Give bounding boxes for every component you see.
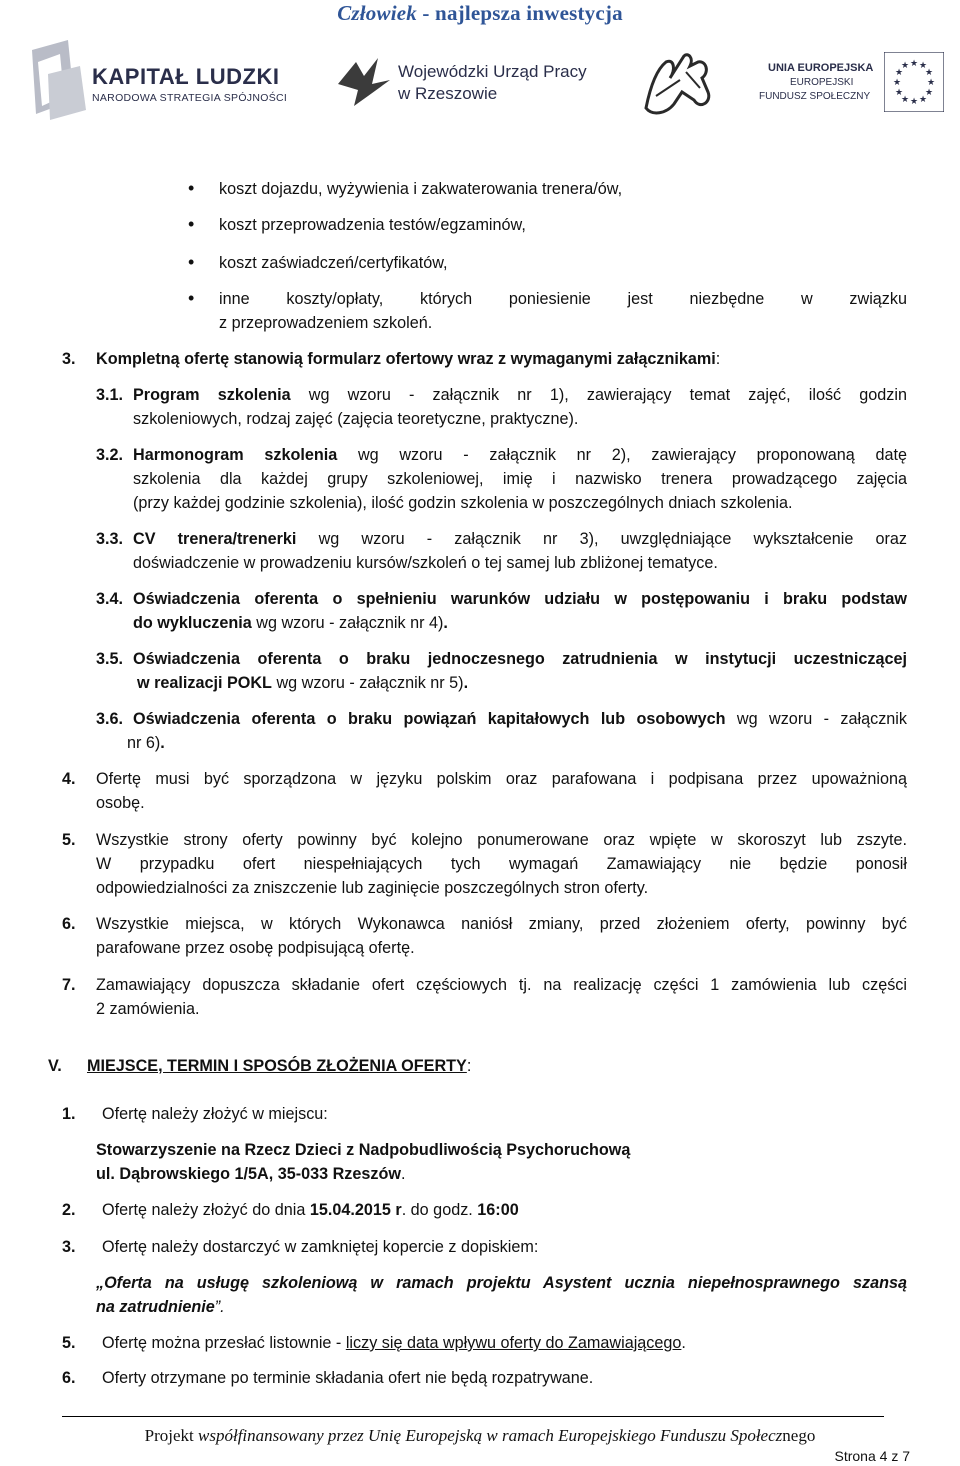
page-number: Strona 4 z 7 (834, 1448, 910, 1464)
address-street: ul. Dąbrowskiego 1/5A, 35-033 Rzeszów (96, 1165, 401, 1183)
section-heading-colon: : (715, 350, 721, 368)
page-header-title (0, 0, 960, 26)
bullet-item: koszt przeprowadzenia testów/egzaminów, (219, 216, 526, 234)
subsection-end: . (160, 734, 165, 752)
kapital-ludzki-subtitle: NARODOWA STRATEGIA SPÓJNOŚCI (92, 92, 288, 104)
subsection-line (127, 734, 165, 753)
point-number: 3. (62, 1238, 76, 1256)
point-line: Wszystkie strony oferty powinny być kolejno ponumerowane oraz wpięte w skoroszyt lub zszyte. (96, 831, 907, 849)
subsection-text: nr 6) (127, 734, 161, 752)
subsection-text: wg wzoru - załącznik nr 1), zawierający temat zajęć, ilość godzin (290, 386, 908, 404)
section-number: 3. (62, 350, 76, 368)
svg-text:★: ★ (924, 88, 934, 98)
bullet-dot: • (188, 178, 195, 198)
subsection-text: wg wzoru - załącznik nr 4) (251, 614, 444, 632)
subsection-line (133, 530, 907, 549)
subsection-text: wg wzoru - załącznik nr 3), uwzględniające wykształcenie oraz (296, 530, 907, 548)
point-line: Wszystkie miejsca, w których Wykonawca naniósł zmiany, przed złożeniem oferty, powinny być (96, 915, 907, 933)
subsection-line: Oświadczenia oferenta o braku jednoczesnego zatrudnienia w instytucji uczestniczącej (133, 650, 907, 668)
logo-bar (0, 36, 960, 132)
section-number: V. (48, 1057, 62, 1075)
subsection-text: wg wzoru - załącznik (725, 710, 907, 728)
subsection-number: 3.1. (96, 386, 124, 404)
association-logo (636, 48, 720, 118)
footer-text-end: nego (782, 1426, 816, 1445)
bullet-item: inne koszty/opłaty, których poniesienie jest niezbędne w związku (219, 290, 907, 308)
subsection-text: wg wzoru - załącznik nr 5) (271, 674, 464, 692)
subsection-line (133, 386, 907, 405)
svg-text:★: ★ (894, 68, 904, 78)
point-number: 1. (62, 1105, 76, 1123)
point-line: Ofertę należy złożyć w miejscu: (102, 1105, 328, 1123)
wup-title-line2: w Rzeszowie (398, 84, 498, 103)
footer-divider (62, 1416, 884, 1417)
point-line: parafowane przez osobę podpisującą ofertę. (96, 939, 415, 957)
address-end: . (400, 1165, 406, 1183)
subsection-line: szkoleniowych, rodzaj zajęć (zajęcia teoretyczne, praktyczne). (133, 410, 579, 428)
footer-text-plain: Projekt (144, 1426, 199, 1445)
deadline-date: 15.04.2015 r (309, 1201, 402, 1219)
svg-text:★: ★ (909, 59, 919, 69)
kapital-ludzki-title: KAPITAŁ LUDZKI (92, 64, 280, 89)
point-number: 5. (62, 1334, 76, 1352)
point-number: 2. (62, 1201, 76, 1219)
envelope-label-quote-close: ”. (214, 1298, 225, 1316)
svg-text:★: ★ (892, 78, 902, 88)
section-heading (96, 350, 720, 369)
bullet-item: koszt dojazdu, wyżywienia i zakwaterowania trenera/ów, (219, 180, 623, 198)
subsection-line: szkolenia dla każdej grupy szkoleniowej, imię i nazwisko trenera prowadzącego zajęcia (133, 470, 907, 488)
envelope-label-line: „Oferta na usługę szkoleniową w ramach projektu Asystent ucznia niepełnosprawnego szansą (96, 1274, 907, 1292)
subsection-bold: Harmonogram szkolenia (133, 446, 338, 464)
subsection-bold: Program szkolenia (133, 386, 291, 404)
svg-text:★: ★ (918, 61, 928, 71)
subsection-number: 3.3. (96, 530, 124, 548)
subsection-line: Oświadczenia oferenta o spełnieniu warunków udziału w postępowaniu i braku podstaw (133, 590, 907, 608)
point-number: 4. (62, 770, 76, 788)
wup-logo (334, 54, 394, 110)
bullet-dot: • (188, 288, 195, 308)
eu-subtitle-1: EUROPEJSKI (790, 77, 854, 88)
subsection-line (133, 446, 907, 465)
bullet-item: koszt zaświadczeń/certyfikatów, (219, 254, 448, 272)
point-line: 2 zamówienia. (96, 1000, 200, 1018)
svg-text:★: ★ (909, 97, 919, 107)
point-line: Zamawiający dopuszcza składanie ofert częściowych tj. na realizację części 1 zamówienia lub części (96, 976, 907, 994)
mail-option-end: . (681, 1334, 686, 1352)
address-line: Stowarzyszenie na Rzecz Dzieci z Nadpobudliwością Psychoruchową (96, 1141, 631, 1159)
address-line (96, 1165, 405, 1184)
eu-flag-logo (884, 52, 944, 112)
subsection-text: wg wzoru - załącznik nr 2), zawierający proponowaną datę (337, 446, 907, 464)
subsection-number: 3.4. (96, 590, 124, 608)
point-line: Ofertę musi być sporządzona w języku polskim oraz parafowana i podpisana przez upoważnioną (96, 770, 907, 788)
point-line: osobę. (96, 794, 145, 812)
subsection-line (133, 710, 907, 729)
bullet-dot: • (188, 252, 195, 272)
bullet-dot: • (188, 214, 195, 234)
mail-option-pre: Ofertę można przesłać listownie - (102, 1334, 346, 1352)
point-number: 7. (62, 976, 76, 994)
subsection-end: . (443, 614, 448, 632)
section-heading-text: Kompletną ofertę stanowią formularz ofertowy wraz z wymaganymi załącznikami (96, 350, 716, 368)
svg-text:★: ★ (918, 95, 928, 105)
svg-text:★: ★ (900, 61, 910, 71)
mail-option-underlined: liczy się data wpływu oferty do Zamawiającego (345, 1334, 682, 1352)
section-heading (87, 1057, 471, 1076)
footer-text-italic: współfinansowany przez Unię Europejską w ramach Europejskiego Funduszu Społecz (198, 1426, 783, 1445)
envelope-label-end: na zatrudnienie (96, 1298, 215, 1316)
section-heading-text: MIEJSCE, TERMIN I SPOSÓB ZŁOŻENIA OFERTY (87, 1057, 467, 1075)
bullet-item-continued: z przeprowadzeniem szkoleń. (219, 314, 433, 332)
subsection-number: 3.2. (96, 446, 124, 464)
subsection-number: 3.5. (96, 650, 124, 668)
wup-title-line1: Wojewódzki Urząd Pracy (398, 62, 587, 81)
svg-text:★: ★ (926, 78, 936, 88)
point-number: 5. (62, 831, 76, 849)
subsection-bold: do wykluczenia (133, 614, 252, 632)
eu-title: UNIA EUROPEJSKA (768, 62, 874, 74)
header-title-italic: Człowiek (337, 1, 417, 25)
section-heading-colon: : (466, 1057, 472, 1075)
subsection-bold: Oświadczenia oferenta o braku powiązań kapitałowych lub osobowych (133, 710, 726, 728)
subsection-bold: w realizacji POKL (137, 674, 272, 692)
subsection-number: 3.6. (96, 710, 124, 728)
deadline-time: 16:00 (477, 1201, 519, 1219)
svg-text:★: ★ (894, 88, 904, 98)
point-line: W przypadku ofert niespełniających tych wymagań Zamawiający nie będzie ponosił (96, 855, 907, 873)
subsection-line: doświadczenie w prowadzeniu kursów/szkoleń o tej samej lub zbliżonej tematyce. (133, 554, 718, 572)
subsection-line (137, 674, 468, 693)
point-line: odpowiedzialności za zniszczenie lub zaginięcie poszczególnych stron oferty. (96, 879, 649, 897)
subsection-line (133, 614, 448, 633)
point-line: Ofertę należy dostarczyć w zamkniętej kopercie z dopiskiem: (102, 1238, 539, 1256)
svg-text:★: ★ (900, 95, 910, 105)
deadline-mid: . do godz. (401, 1201, 478, 1219)
kapital-ludzki-logo (30, 40, 90, 120)
point-number: 6. (62, 915, 76, 933)
point-line (102, 1201, 519, 1220)
point-number: 6. (62, 1369, 76, 1387)
point-line (102, 1334, 686, 1353)
header-title-rest: - najlepsza inwestycja (416, 1, 623, 25)
svg-text:★: ★ (924, 68, 934, 78)
point-line: Oferty otrzymane po terminie składania ofert nie będą rozpatrywane. (102, 1369, 594, 1387)
footer-text (0, 1426, 960, 1446)
eu-subtitle-2: FUNDUSZ SPOŁECZNY (759, 91, 871, 102)
deadline-pre: Ofertę należy złożyć do dnia (102, 1201, 310, 1219)
subsection-end: . (463, 674, 469, 692)
subsection-line: (przy każdej godzinie szkolenia), ilość godzin szkolenia w poszczególnych dniach szkolenia. (133, 494, 793, 512)
subsection-bold: CV trenera/trenerki (133, 530, 297, 548)
envelope-label-line (96, 1298, 225, 1317)
